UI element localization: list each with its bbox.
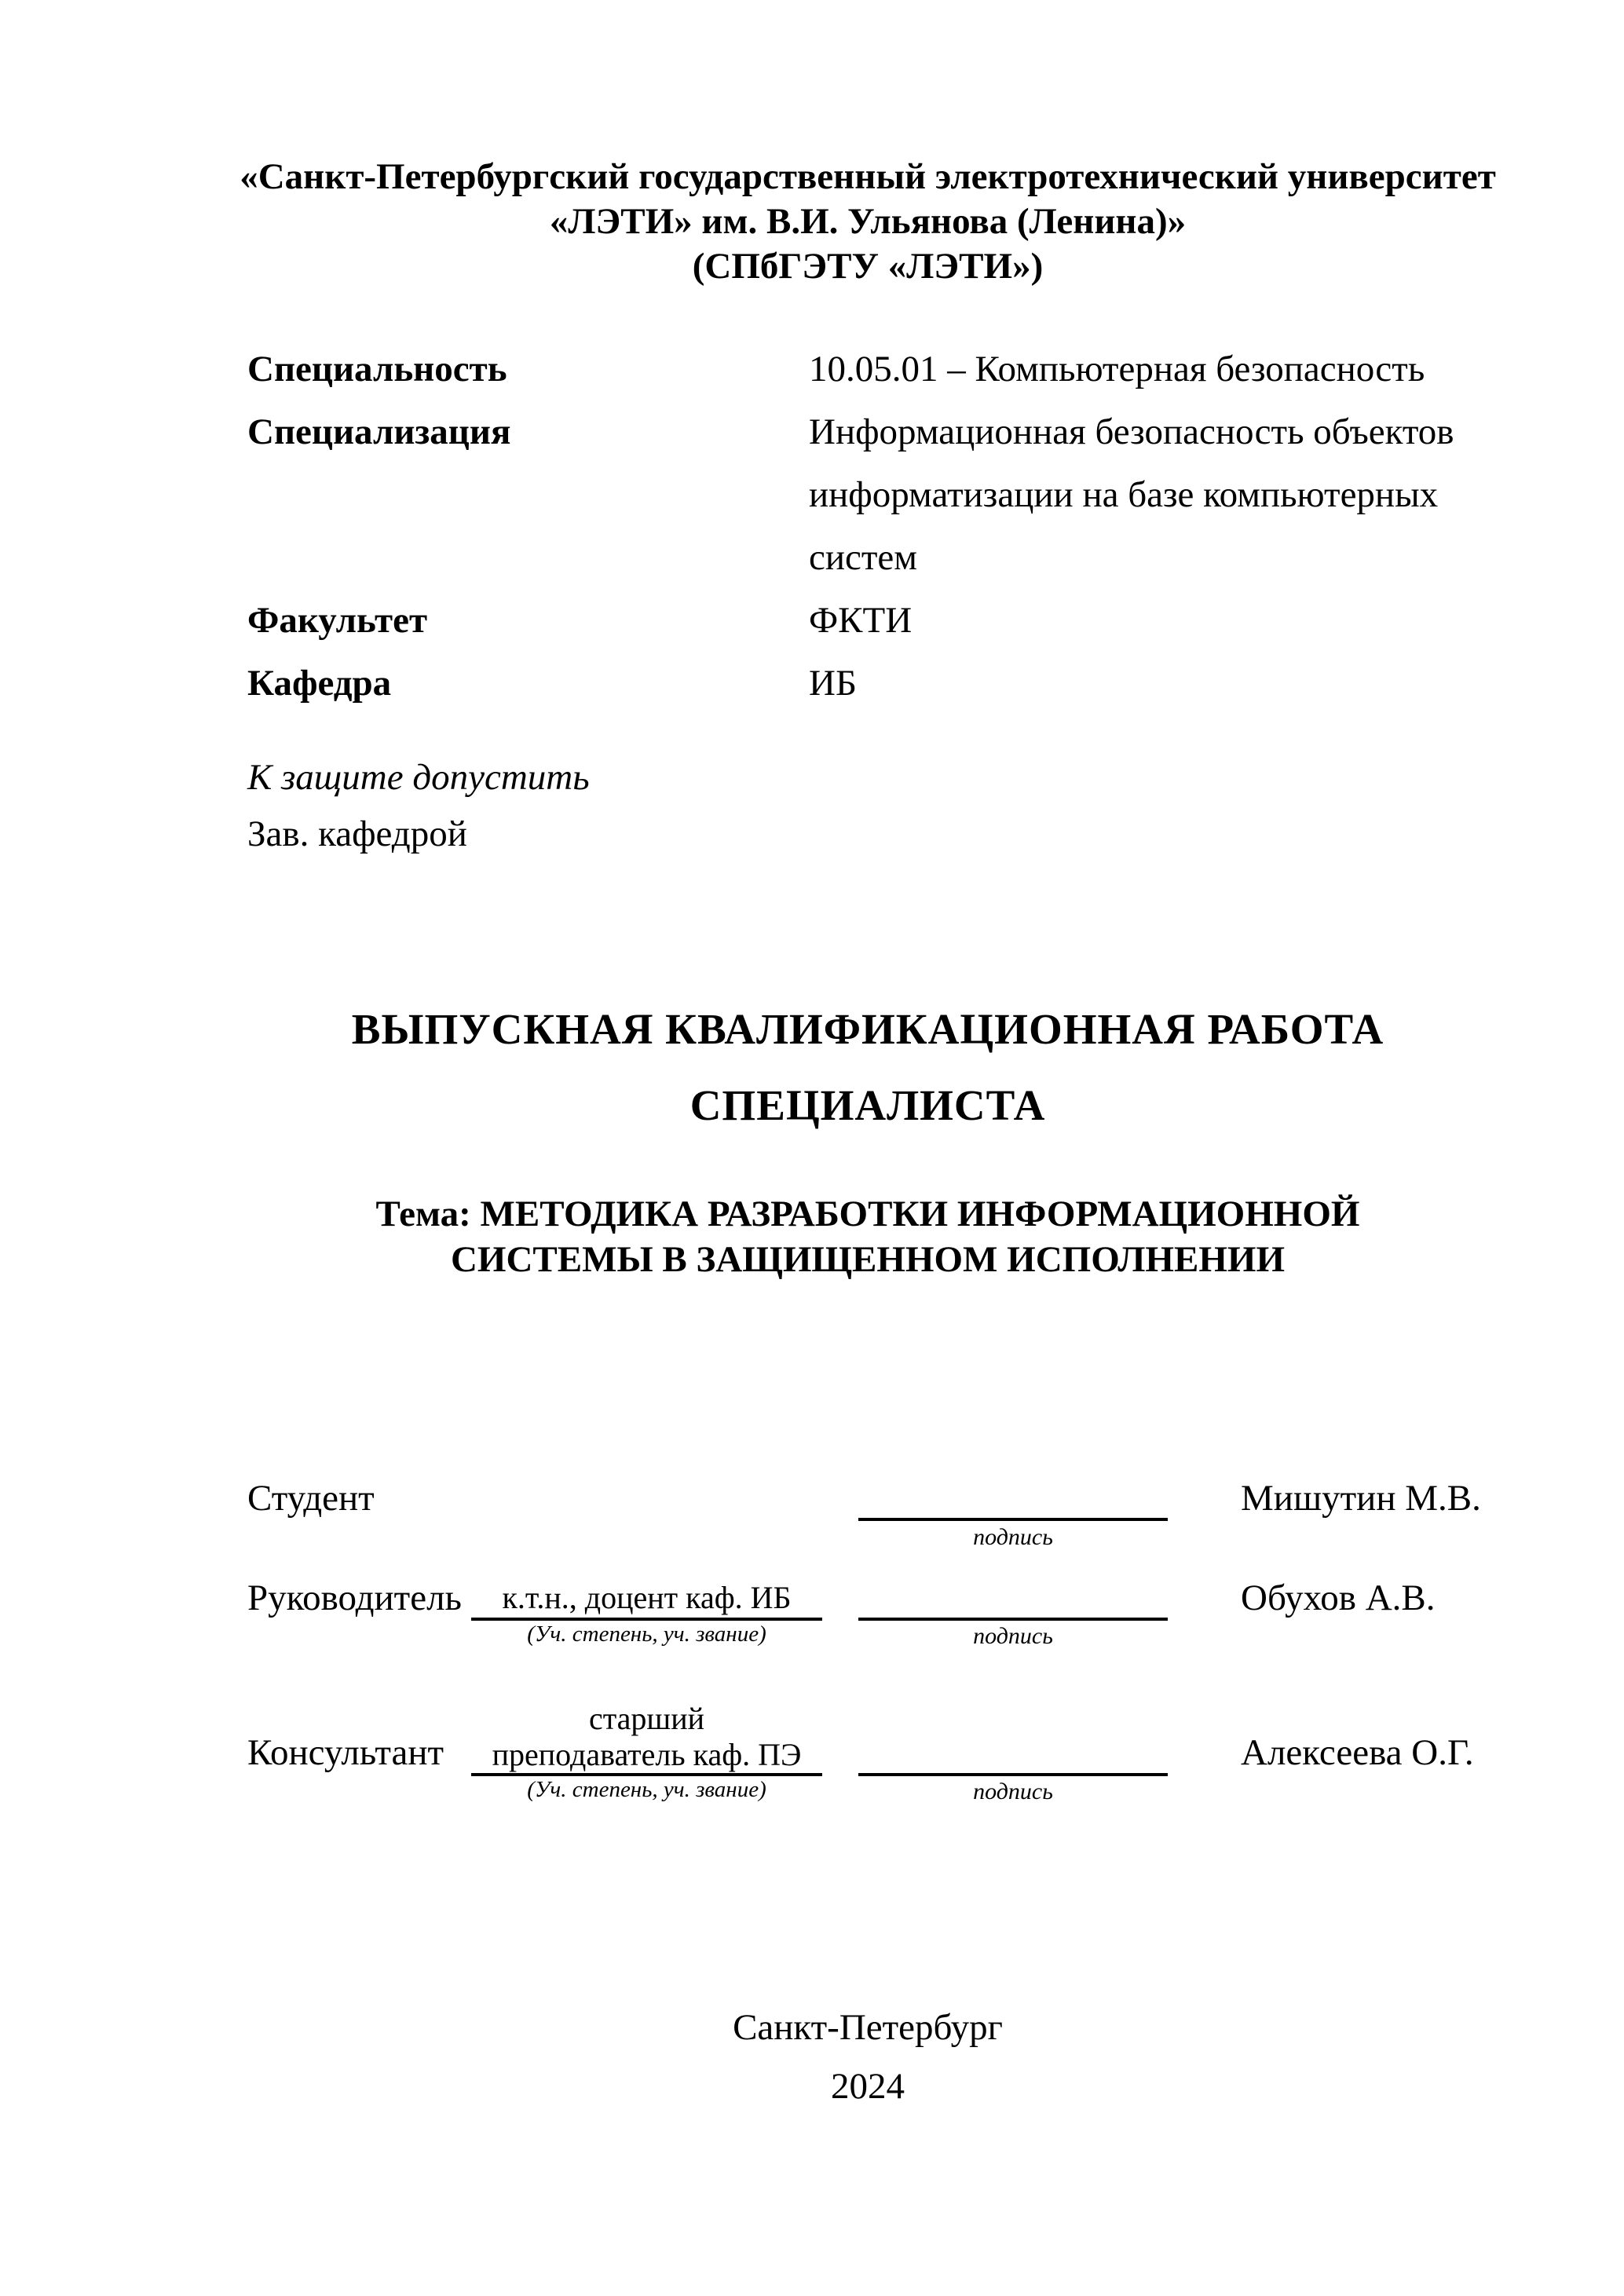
work-title-line-2: СПЕЦИАЛИСТА <box>689 1081 1046 1129</box>
specialty-table <box>247 338 1520 715</box>
consultant-name: Алексеева О.Г. <box>1241 1732 1474 1773</box>
admission-block <box>247 749 1512 862</box>
student-signature-line <box>858 1518 1168 1521</box>
theme-line-1: Тема: МЕТОДИКА РАЗРАБОТКИ ИНФОРМАЦИОННОЙ <box>375 1194 1360 1234</box>
department-head-label: Зав. кафедрой <box>247 813 467 854</box>
department-label: Кафедра <box>247 663 392 704</box>
footer-year: 2024 <box>831 2066 905 2107</box>
consultant-signature-caption: подпись <box>973 1779 1053 1804</box>
supervisor-role-label: Руководитель <box>247 1578 462 1618</box>
faculty-value: ФКТИ <box>809 600 913 641</box>
consultant-signature-line <box>858 1773 1168 1776</box>
supervisor-signature-line <box>858 1618 1168 1621</box>
consultant-degree-caption: (Уч. степень, уч. звание) <box>527 1777 766 1802</box>
specialty-label: Специальность <box>247 349 507 389</box>
faculty-label: Факультет <box>247 600 428 641</box>
student-name: Мишутин М.В. <box>1241 1478 1481 1519</box>
university-header-line-2: «ЛЭТИ» им. В.И. Ульянова (Ленина)» <box>549 201 1187 242</box>
supervisor-degree-caption: (Уч. степень, уч. звание) <box>527 1621 766 1647</box>
student-signature-caption: подпись <box>973 1524 1053 1550</box>
university-header <box>236 155 1500 289</box>
admission-phrase: К защите допустить <box>247 757 590 798</box>
consultant-degree-line-2: преподаватель каф. ПЭ <box>492 1737 802 1772</box>
work-title <box>236 991 1500 1143</box>
specialization-value: Информационная безопасность объектов информатизации на базе компьютерных систем <box>809 411 1454 578</box>
consultant-role-label: Консультант <box>247 1732 444 1773</box>
student-role-label: Студент <box>247 1478 375 1519</box>
supervisor-degree-text: к.т.н., доцент каф. ИБ <box>502 1580 792 1615</box>
university-header-line-1: «Санкт-Петербургский государственный электротехнический университет <box>240 156 1496 197</box>
footer-city: Санкт-Петербург <box>733 2007 1003 2048</box>
consultant-degree-line-1: старший <box>588 1701 705 1736</box>
supervisor-signature-caption: подпись <box>973 1623 1053 1649</box>
consultant-degree-text <box>471 1701 822 1773</box>
theme-line-2: СИСТЕМЫ В ЗАЩИЩЕННОМ ИСПОЛНЕНИИ <box>450 1239 1286 1280</box>
specialization-label: Специализация <box>247 411 511 452</box>
footer <box>236 1998 1500 2116</box>
theme-title <box>236 1191 1500 1282</box>
department-value: ИБ <box>809 663 857 704</box>
university-header-line-3: (СПбГЭТУ «ЛЭТИ») <box>692 246 1044 287</box>
specialty-value: 10.05.01 – Компьютерная безопасность <box>809 349 1425 389</box>
work-title-line-1: ВЫПУСКНАЯ КВАЛИФИКАЦИОННАЯ РАБОТА <box>351 1005 1384 1053</box>
supervisor-name: Обухов А.В. <box>1241 1578 1436 1618</box>
